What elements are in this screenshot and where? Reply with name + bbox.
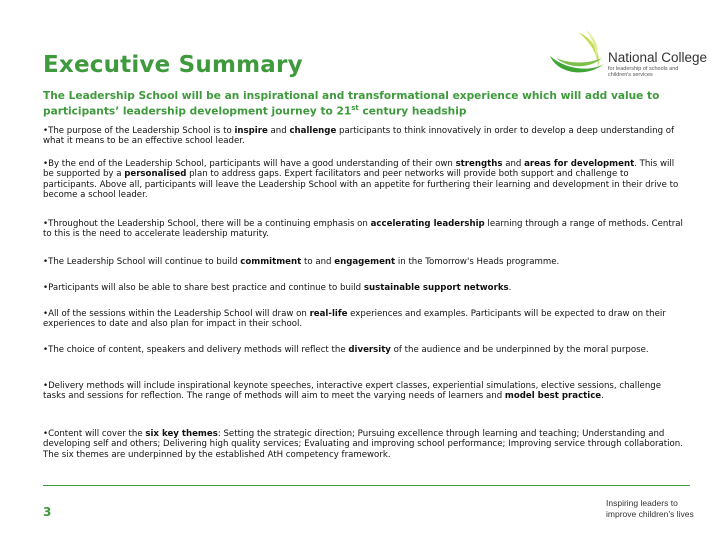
emphasis-text: strengths (455, 159, 503, 169)
paragraph-text: •Content will cover the (43, 429, 146, 439)
subtitle-superscript: st (351, 103, 359, 112)
tagline-line-1: Inspiring leaders to (606, 498, 678, 508)
paragraph-text: plan to address gaps. Expert facilitators and peer networks will provide both support and challenge to participants. Above all, participants will leave the Leadership School with an appetite for furthering their learning and development in their drive to become a school leader. (43, 169, 679, 201)
bullet-paragraph (43, 429, 683, 460)
logo-name: National College (608, 50, 708, 65)
emphasis-text: inspire (234, 126, 268, 136)
tagline-line-2: improve children’s lives (606, 508, 694, 519)
emphasis-text: personalised (124, 169, 187, 180)
paragraph-text: in the Tomorrow's Heads programme. (395, 257, 560, 267)
emphasis-text: engagement (334, 257, 396, 267)
bullet-paragraph (43, 309, 683, 330)
emphasis-text: sustainable support networks (363, 283, 509, 293)
paragraph-text: and (267, 126, 290, 136)
emphasis-text: model best practice (504, 391, 602, 402)
paragraph-text: participants to think innovatively in order to develop a deep understanding of what it means to be an effective school leader. (43, 126, 675, 147)
paragraph-text: •By the end of the Leadership School, participants will have a good understanding of their own (43, 159, 456, 169)
paragraph-text: learning through a range of methods. Central to this is the need to accelerate leadership maturity. (43, 219, 683, 240)
emphasis-text: challenge (289, 126, 337, 136)
paragraph-text: •All of the sessions within the Leadership School will draw on (43, 309, 310, 319)
paragraph-text: . (601, 391, 604, 402)
leaf-swoosh-icon (548, 28, 610, 80)
emphasis-text: commitment (240, 257, 302, 267)
paragraph-text: of the audience and be underpinned by the moral purpose. (390, 345, 649, 355)
bullet-paragraph (43, 381, 683, 402)
paragraph-text: to and (301, 257, 335, 267)
bullet-paragraph (43, 345, 683, 355)
bullet-paragraph (43, 283, 683, 293)
bullet-paragraph (43, 219, 683, 240)
emphasis-text: accelerating leadership (370, 219, 485, 229)
page-title: Executive Summary (43, 52, 303, 78)
bullet-paragraph (43, 257, 683, 267)
page-subtitle (43, 91, 683, 118)
paragraph-text: experiences and examples. Participants will be expected to draw on their experiences to date and also plan for impact in their school. (43, 309, 666, 330)
paragraph-text: •The purpose of the Leadership School is to (43, 126, 235, 136)
emphasis-text: real-life (309, 309, 348, 319)
paragraph-text: and (502, 159, 525, 169)
subtitle-text: The Leadership School will be an inspirational and transformational experience which will add value to participants’ leadership development journey to 21 (43, 90, 660, 118)
paragraph-text: •The Leadership School will continue to build (43, 257, 241, 267)
subtitle-text-end: century headship (358, 105, 467, 118)
paragraph-text: •The choice of content, speakers and delivery methods will reflect the (43, 345, 349, 355)
page-number: 3 (43, 505, 52, 519)
footer-divider (43, 485, 690, 486)
paragraph-text: •Throughout the Leadership School, there will be a continuing emphasis on (43, 219, 371, 229)
footer-tagline (606, 498, 694, 519)
paragraph-text: . (508, 283, 512, 293)
paragraph-text: : Setting the strategic direction; Pursuing excellence through learning and teaching; Understanding and developing self and others; Delivering high quality services; Evaluating and improving school performance; Improving service through collaboration. The six themes are underpinned by the established AtH competency framework. (43, 429, 683, 460)
paragraph-text: •Delivery methods will include inspirational keynote speeches, interactive expert classes, experiential simulations, elective sessions, challenge tasks and sessions for reflection. The range of methods will aim to meet the varying needs of learners and (43, 381, 662, 402)
bullet-paragraph (43, 159, 683, 201)
national-college-logo (548, 28, 708, 80)
paragraph-text: •Participants will also be able to share best practice and continue to build (43, 283, 364, 293)
emphasis-text: areas for development (524, 159, 635, 169)
emphasis-text: six key themes (145, 429, 218, 439)
bullet-paragraph (43, 126, 683, 147)
logo-subtext: for leadership of schools and children's services (608, 66, 679, 78)
paragraph-text: . This will be supported by a (43, 159, 675, 180)
emphasis-text: diversity (348, 345, 391, 355)
